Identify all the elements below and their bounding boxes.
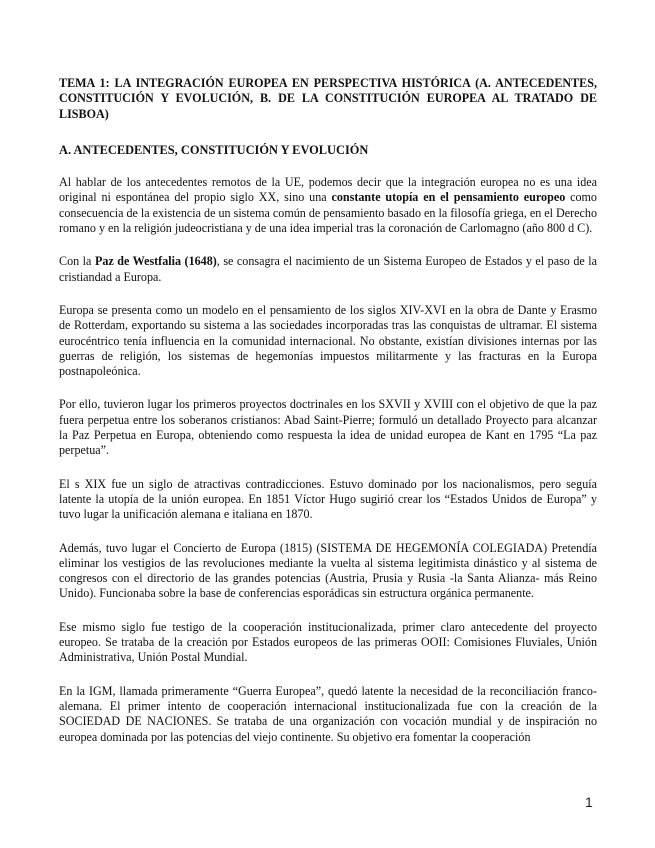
paragraph-2-text-c: , se consagra el nacimiento de un Sistema Europeo de Estados y el paso de la cristiandad a Europa. [59, 254, 598, 284]
document-title: TEMA 1: LA INTEGRACIÓN EUROPEA EN PERSPECTIVA HISTÓRICA (A. ANTECEDENTES, CONSTITUCIÓN Y EVOLUCIÓN, B. DE LA CONSTITUCIÓN EUROPEA AL TRATADO DE LISBOA) [59, 76, 597, 121]
paragraph-5: El s XIX fue un siglo de atractivas contradicciones. Estuvo dominado por los nacionalismos, pero seguía latente la utopía de la unión europea. En 1851 Víctor Hugo sugirió crear los “Estados Unidos de Europa” y tuvo lugar la unificación alemana e italiana en 1870. [59, 476, 597, 522]
paragraph-2 [59, 254, 597, 285]
paragraph-2-bold: Paz de Westfalia (1648) [94, 254, 217, 269]
page-number: 1 [585, 794, 593, 810]
paragraph-1 [59, 175, 597, 236]
document-body [59, 76, 597, 745]
paragraph-7: Ese mismo siglo fue testigo de la cooperación institucionalizada, primer claro antecedente del proyecto europeo. Se trataba de la creación por Estados europeos de las primeras OOII: Comisiones Fluviales, Unión Administrativa, Unión Postal Mundial. [59, 619, 597, 665]
paragraph-1-text-c: como consecuencia de la existencia de un sistema común de pensamiento basado en la filosofía griega, en el Derecho romano y en la religión judeocristiana y de una idea imperial tras la coronación de Carlomagno (año 800 d C). [59, 190, 597, 236]
paragraph-1-bold: constante utopía en el pensamiento europeo [331, 190, 566, 205]
paragraph-3: Europa se presenta como un modelo en el pensamiento de los siglos XIV-XVI en la obra de Dante y Erasmo de Rotterdam, exportando su sistema a las sociedades incorporadas tras las conquistas de ultramar. El sistema eurocéntrico tenía influencia en la comunidad internacional. No obstante, existían divisiones internas por las guerras de religión, los sistemas de hegemonías impuestos militarmente y las fracturas en la Europa postnapoleónica. [59, 302, 597, 379]
paragraph-6: Además, tuvo lugar el Concierto de Europa (1815) (SISTEMA DE HEGEMONÍA COLEGIADA) Pretendía eliminar los vestigios de las revoluciones mediante la vuelta al sistema legitimista dinástico y al sistema de congresos con el directorio de las grandes potencias (Austria, Prusia y Rusia -la Santa Alianza- más Reino Unido). Funcionaba sobre la base de conferencias esporádicas sin estructura orgánica permanente. [59, 540, 597, 601]
section-heading: A. ANTECEDENTES, CONSTITUCIÓN Y EVOLUCIÓN [59, 142, 369, 157]
paragraph-2-text-a: Con la [59, 254, 95, 269]
paragraph-4: Por ello, tuvieron lugar los primeros proyectos doctrinales en los SXVII y XVIII con el objetivo de que la paz fuera perpetua entre los soberanos cristianos: Abad Saint-Pierre; formuló un detallado Proyecto para alcanzar la Paz Perpetua en Europa, obteniendo como respuesta la idea de unidad europea de Kant en 1795 “La paz perpetua”. [59, 397, 597, 458]
paragraph-8: En la IGM, llamada primeramente “Guerra Europea”, quedó latente la necesidad de la reconciliación franco-alemana. El primer intento de cooperación internacional institucionalizada fue con la creación de la SOCIEDAD DE NACIONES. Se trataba de una organización con vocación mundial y de inspiración no europea dominada por las potencias del viejo continente. Su objetivo era fomentar la cooperación [59, 683, 597, 744]
paragraph-1-text-a: Al hablar de los antecedentes remotos de la UE, podemos decir que la integración europea no es una idea original ni espontánea del propio siglo XX, sino una [59, 175, 597, 205]
